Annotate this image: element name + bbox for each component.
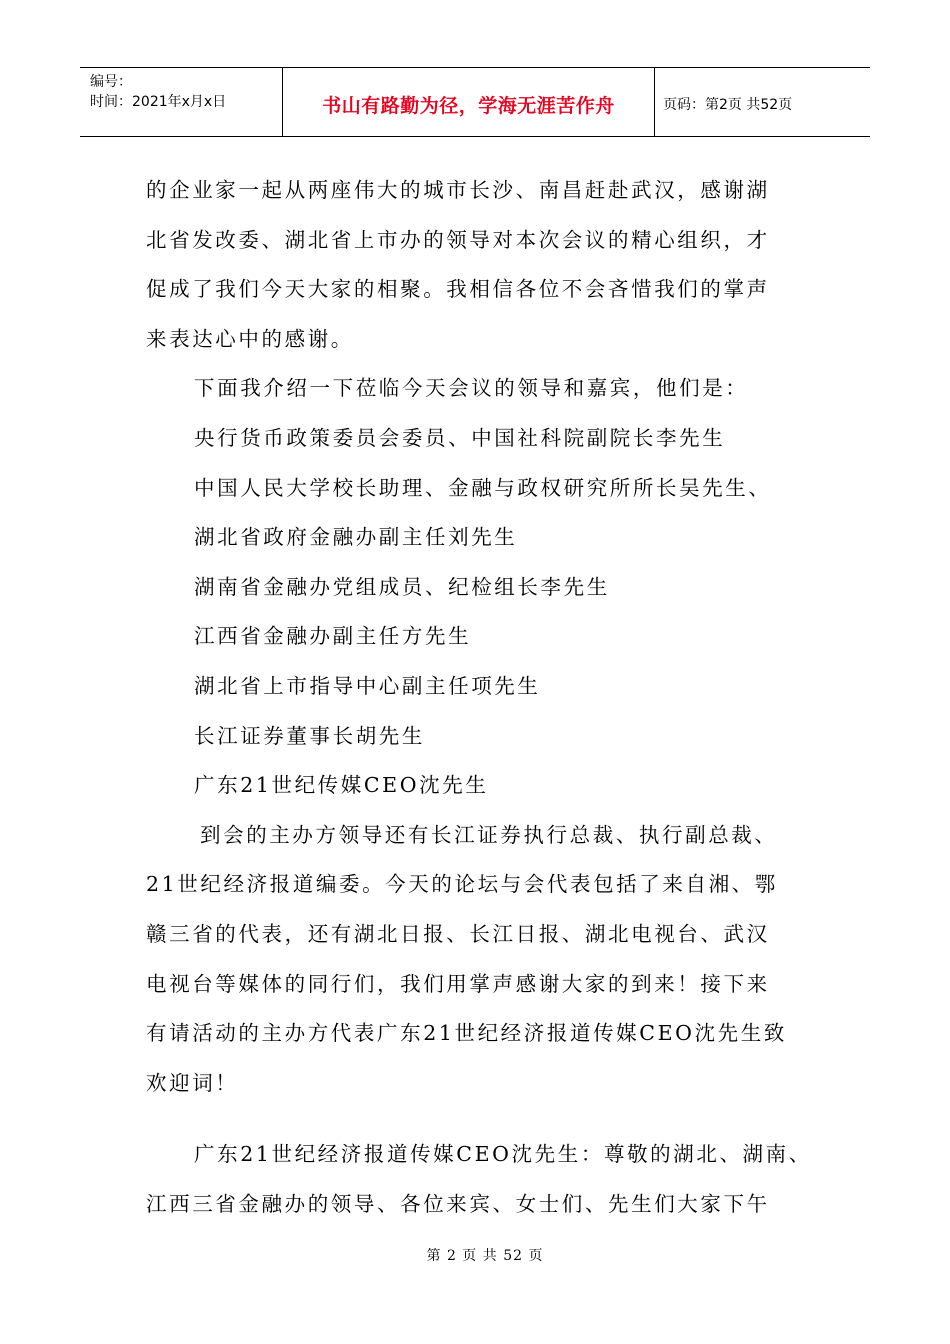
document-body [146,166,846,1229]
text-line: 下面我介绍一下莅临今天会议的领导和嘉宾，他们是： [194,376,749,401]
paragraph [146,364,846,414]
paragraph [146,166,846,364]
time-label: 时间：2021年x月x日 [90,94,227,110]
guest-item: 长江证券董事长胡先生 [194,723,425,748]
guest-item: 中国人民大学校长助理、金融与政权研究所所长吴先生、 [194,475,772,500]
guest-item: 广东21世纪传媒CEO沈先生 [194,773,489,798]
paragraph [146,1130,846,1229]
text-line: 21世纪经济报道编委。今天的论坛与会代表包括了来自湘、鄂 [146,872,778,897]
number-label: 编号： [90,74,132,90]
text-line: 有请活动的主办方代表广东21世纪经济报道传媒CEO沈先生致 [146,1021,787,1046]
page-footer: 第 2 页 共 52 页 [426,1248,544,1264]
text-line: 的企业家一起从两座伟大的城市长沙、南昌赶赴武汉，感谢湖 [146,178,770,202]
text-line: 江西三省金融办的领导、各位来宾、女士们、先生们大家下午 [146,1191,770,1216]
text-line: 广东21世纪经济报道传媒CEO沈先生：尊敬的湖北、湖南、 [194,1142,812,1167]
header-motto: 书山有路勤为径，学海无涯苦作舟 [283,68,655,136]
guest-item: 湖北省上市指导中心副主任项先生 [194,673,541,698]
guest-item: 湖南省金融办党组成员、纪检组长李先生 [194,574,610,599]
guest-item: 湖北省政府金融办副主任刘先生 [194,525,518,550]
page-header [80,67,870,137]
text-line: 电视台等媒体的同行们，我们用掌声感谢大家的到来！接下来 [146,971,770,996]
guest-list [146,414,846,811]
paragraph-gap [146,1108,846,1130]
text-line: 到会的主办方领导还有长江证券执行总裁、执行副总裁、 [200,822,778,847]
text-line: 来表达心中的感谢。 [146,326,354,351]
text-line: 赣三省的代表，还有湖北日报、长江日报、湖北电视台、武汉 [146,921,770,946]
guest-item: 央行货币政策委员会委员、中国社科院副院长李先生 [194,425,726,450]
text-line: 北省发改委、湖北省上市办的领导对本次会议的精心组织，才 [146,227,770,252]
paragraph [146,811,846,1109]
header-page-info: 页码：第2页 共52页 [663,97,793,113]
header-meta [80,68,283,136]
guest-item: 江西省金融办副主任方先生 [194,624,472,649]
text-line: 欢迎词！ [146,1070,239,1095]
text-line: 促成了我们今天大家的相聚。我相信各位不会吝惜我们的掌声 [146,277,770,302]
